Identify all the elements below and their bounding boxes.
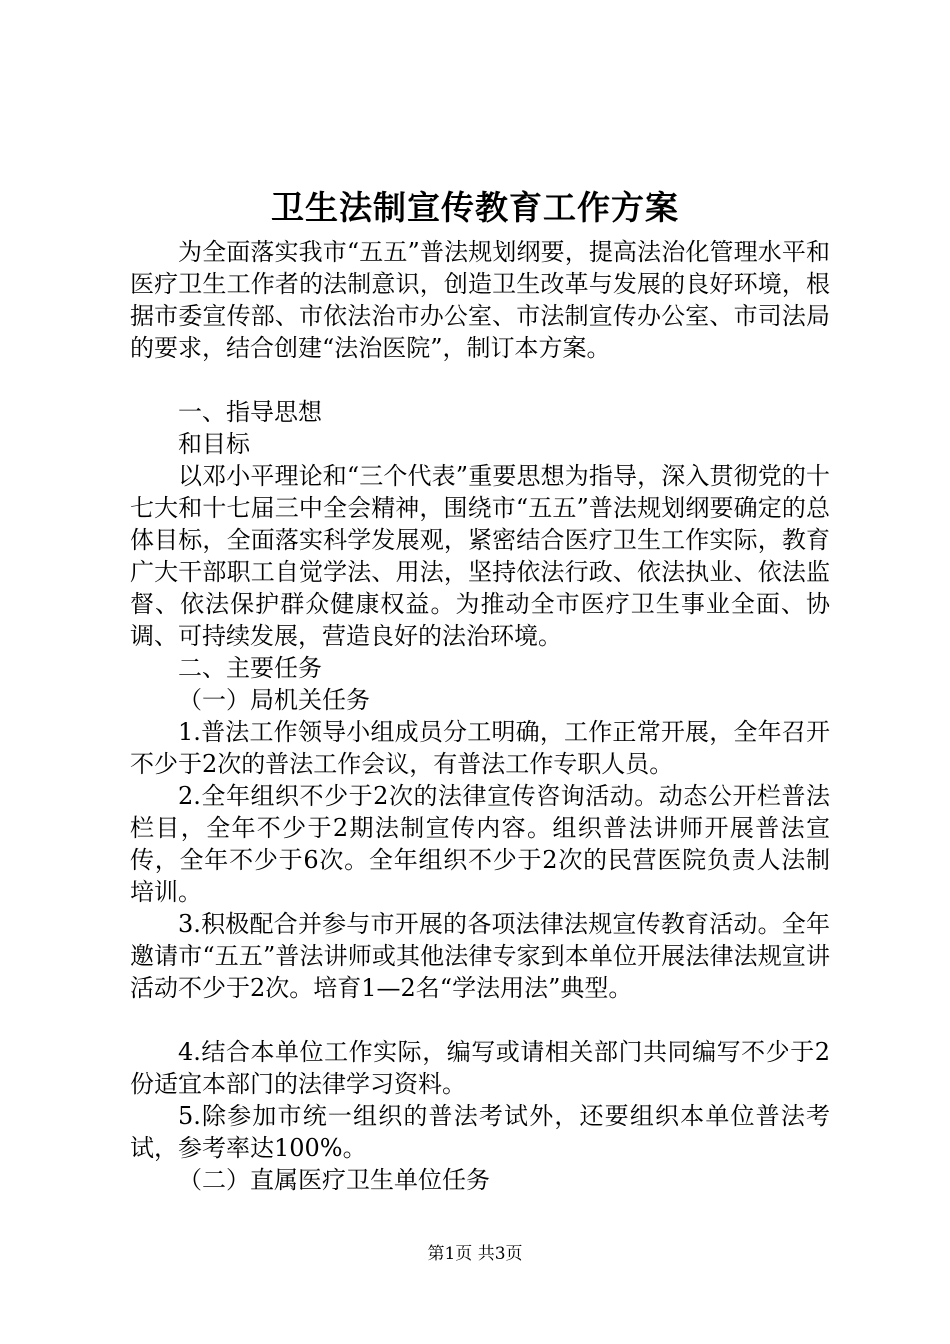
section-heading-main-tasks: 二、主要任务 [178, 654, 322, 682]
task-item-3: 3.积极配合并参与市开展的各项法律法规宣传教育活动。全年邀请市“五五”普法讲师或其他法律专家到本单位开展法律法规宣讲活动不少于2次。培育1—2名“学法用法”典型。 [130, 910, 830, 1002]
document-title: 卫生法制宣传教育工作方案 [271, 188, 679, 227]
page-indicator: 第1页 共3页 [427, 1244, 523, 1264]
task-item-4: 4.结合本单位工作实际，编写或请相关部门共同编写不少于2份适宜本部门的法律学习资料。 [130, 1038, 830, 1098]
section-heading-guiding-ideology: 一、指导思想 [178, 398, 322, 426]
section-heading-continuation: 和目标 [178, 430, 250, 458]
task-item-1: 1.普法工作领导小组成员分工明确，工作正常开展，全年召开不少于2次的普法工作会议，有普法工作专职人员。 [130, 718, 830, 778]
subsection-heading-affiliated-units: （二）直属医疗卫生单位任务 [178, 1166, 490, 1194]
task-item-2: 2.全年组织不少于2次的法律宣传咨询活动。动态公开栏普法栏目，全年不少于2期法制宣传内容。组织普法讲师开展普法宣传，全年不少于6次。全年组织不少于2次的民营医院负责人法制培训。 [130, 782, 830, 906]
intro-paragraph: 为全面落实我市“五五”普法规划纲要，提高法治化管理水平和医疗卫生工作者的法制意识，创造卫生改革与发展的良好环境，根据市委宣传部、市依法治市办公室、市法制宣传办公室、市司法局的要求，结合创建“法治医院”，制订本方案。 [130, 238, 830, 362]
guiding-ideology-paragraph: 以邓小平理论和“三个代表”重要思想为指导，深入贯彻党的十七大和十七届三中全会精神，围绕市“五五”普法规划纲要确定的总体目标，全面落实科学发展观，紧密结合医疗卫生工作实际，教育广大干部职工自觉学法、用法，坚持依法行政、依法执业、依法监督、依法保护群众健康权益。为推动全市医疗卫生事业全面、协调、可持续发展，营造良好的法治环境。 [130, 462, 830, 650]
subsection-heading-bureau-tasks: （一）局机关任务 [178, 686, 370, 714]
task-item-5: 5.除参加市统一组织的普法考试外，还要组织本单位普法考试，参考率达100%。 [130, 1102, 830, 1162]
document-body [130, 236, 830, 1196]
